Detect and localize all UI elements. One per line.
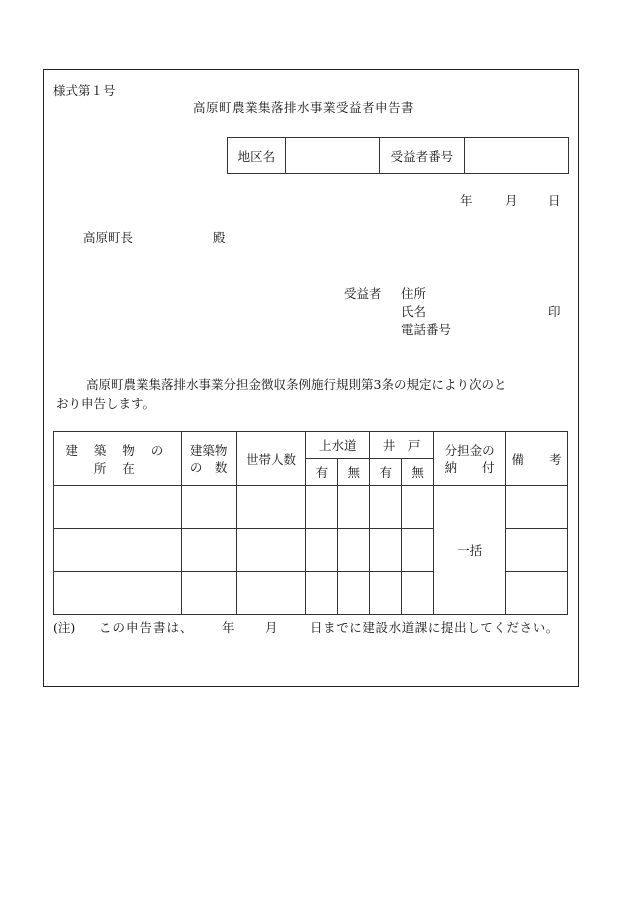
header-building-count-line1: 建築物 bbox=[189, 442, 228, 458]
header-well-no: 無 bbox=[402, 459, 434, 486]
note-text-a: この申告書は、 bbox=[99, 620, 194, 635]
cell-building-count[interactable] bbox=[181, 529, 236, 572]
header-water-supply: 上水道 bbox=[306, 432, 370, 459]
address-label: 住所 bbox=[401, 286, 427, 301]
name-label: 氏名 bbox=[401, 304, 427, 319]
cell-location[interactable] bbox=[54, 572, 182, 615]
cell-water-no[interactable] bbox=[338, 572, 370, 615]
header-water-yes: 有 bbox=[306, 459, 338, 486]
cell-location[interactable] bbox=[54, 529, 182, 572]
header-payment-line2: 納 付 bbox=[444, 459, 495, 475]
header-payment bbox=[434, 432, 506, 486]
cell-water-yes[interactable] bbox=[306, 486, 338, 529]
addressee-honorific: 殿 bbox=[213, 230, 226, 245]
cell-remarks[interactable] bbox=[506, 486, 568, 529]
cell-household[interactable] bbox=[236, 486, 306, 529]
cell-well-no[interactable] bbox=[402, 529, 434, 572]
cell-water-no[interactable] bbox=[338, 486, 370, 529]
header-remarks: 備 考 bbox=[506, 432, 568, 486]
phone-label: 電話番号 bbox=[401, 322, 452, 337]
header-payment-line1: 分担金の bbox=[444, 442, 495, 458]
header-well-yes: 有 bbox=[370, 459, 402, 486]
cell-well-no[interactable] bbox=[402, 486, 434, 529]
note-month: 月 bbox=[265, 620, 278, 635]
date-day: 日 bbox=[548, 193, 561, 208]
note-prefix: (注) bbox=[53, 620, 76, 635]
note-year: 年 bbox=[222, 620, 235, 635]
seal-mark: 印 bbox=[548, 304, 561, 319]
form-title: 高原町農業集落排水事業受益者申告書 bbox=[193, 100, 415, 115]
date-year: 年 bbox=[460, 193, 473, 208]
cell-well-no[interactable] bbox=[402, 572, 434, 615]
table-row bbox=[54, 486, 568, 529]
form-number: 様式第１号 bbox=[53, 83, 116, 98]
date-month: 月 bbox=[505, 193, 518, 208]
cell-household[interactable] bbox=[236, 572, 306, 615]
cell-household[interactable] bbox=[236, 529, 306, 572]
district-field[interactable] bbox=[285, 138, 379, 174]
cell-remarks[interactable] bbox=[506, 529, 568, 572]
cell-building-count[interactable] bbox=[181, 572, 236, 615]
body-text-line1: 高原町農業集落排水事業分担金徴収条例施行規則第3条の規定により次のと bbox=[86, 377, 507, 392]
header-household: 世帯人数 bbox=[236, 432, 306, 486]
beneficiary-number-field[interactable] bbox=[465, 138, 569, 174]
district-label: 地区名 bbox=[228, 138, 286, 174]
cell-location[interactable] bbox=[54, 486, 182, 529]
body-text-line2: おり申告します。 bbox=[56, 396, 156, 411]
cell-well-yes[interactable] bbox=[370, 486, 402, 529]
cell-well-yes[interactable] bbox=[370, 529, 402, 572]
cell-water-yes[interactable] bbox=[306, 572, 338, 615]
header-location: 建 築 物 の 所 在 bbox=[54, 432, 182, 486]
cell-water-yes[interactable] bbox=[306, 529, 338, 572]
beneficiary-number-label: 受益者番号 bbox=[379, 138, 465, 174]
header-water-no: 無 bbox=[338, 459, 370, 486]
cell-building-count[interactable] bbox=[181, 486, 236, 529]
district-table bbox=[227, 137, 569, 174]
applicant-role: 受益者 bbox=[344, 286, 382, 301]
addressee-mayor: 高原町長 bbox=[83, 230, 134, 245]
cell-well-yes[interactable] bbox=[370, 572, 402, 615]
header-well: 井 戸 bbox=[370, 432, 434, 459]
note-text-b: 日までに建設水道課に提出してください。 bbox=[310, 620, 559, 635]
payment-lump-sum: 一括 bbox=[434, 486, 506, 615]
header-building-count-line2: の 数 bbox=[189, 459, 228, 475]
cell-remarks[interactable] bbox=[506, 572, 568, 615]
header-building-count bbox=[181, 432, 236, 486]
declaration-table bbox=[53, 431, 568, 615]
cell-water-no[interactable] bbox=[338, 529, 370, 572]
